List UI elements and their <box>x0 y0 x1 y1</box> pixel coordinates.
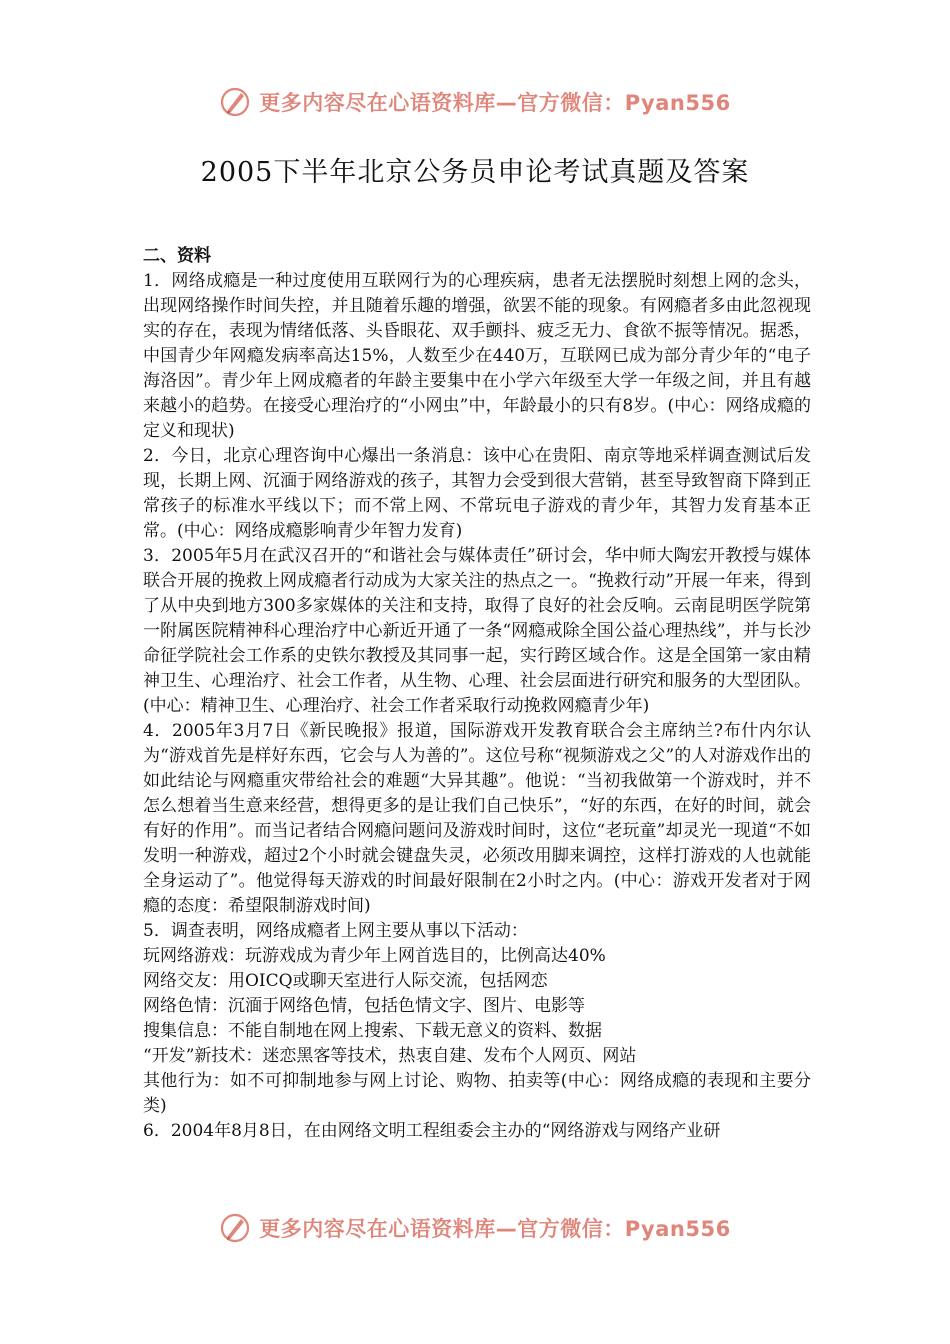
watermark-header <box>0 82 950 122</box>
paragraph-3: 3．2005年5月在武汉召开的“和谐社会与媒体责任”研讨会，华中师大陶宏开教授与媒体联合开展的挽救上网成瘾者行动成为大家关注的热点之一。“挽救行动”开展一年来，得到了从中央到地方300多家媒体的关注和支持，取得了良好的社会反响。云南昆明医学院第一附属医院精神科心理治疗中心新近开通了一条“网瘾戒除全国公益心理热线”，并与长沙命征学院社会工作系的史铁尔教授及其同事一起，实行跨区域合作。这是全国第一家由精神卫生、心理治疗、社会工作者，从生物、心理、社会层面进行研究和服务的大型团队。(中心：精神卫生、心理治疗、社会工作者采取行动挽救网瘾青少年) <box>143 546 811 716</box>
activity-line: 网络交友：用OICQ或聊天室进行人际交流，包括网恋 <box>143 971 548 991</box>
paragraph-1: 1．网络成瘾是一种过度使用互联网行为的心理疾病，患者无法摆脱时刻想上网的念头，出现网络操作时间失控，并且随着乐趣的增强，欲罢不能的现象。有网瘾者多由此忽视现实的存在，表现为情绪低落、头昏眼花、双手颤抖、疲乏无力、食欲不振等情况。据悉，中国青少年网瘾发病率高达15%，人数至少在440万，互联网已成为部分青少年的“电子海洛因”。青少年上网成瘾者的年龄主要集中在小学六年级至大学一年级之间，并且有越来越小的趋势。在接受心理治疗的“小网虫”中，年龄最小的只有8岁。(中心：网络成瘾的定义和现状) <box>143 271 811 441</box>
watermark-text: 更多内容尽在心语资料库—官方微信：Pyan556 <box>259 1217 731 1241</box>
document-body <box>143 244 811 1144</box>
activity-line: 搜集信息：不能自制地在网上搜索、下载无意义的资料、数据 <box>143 1021 602 1041</box>
watermark-footer <box>0 1208 950 1248</box>
pen-logo-icon <box>219 1212 251 1244</box>
paragraph-6-start: 6．2004年8月8日，在由网络文明工程组委会主办的“网络游戏与网络产业研 <box>143 1121 721 1141</box>
paragraph-2: 2．今日，北京心理咨询中心爆出一条消息：该中心在贵阳、南京等地采样调查测试后发现，长期上网、沉湎于网络游戏的孩子，其智力会受到很大营销，甚至导致智商下降到正常孩子的标准水平线以下；而不常上网、不常玩电子游戏的青少年，其智力发育基本正常。(中心：网络成瘾影响青少年智力发育) <box>143 446 811 541</box>
section-heading: 二、资料 <box>143 246 211 266</box>
document-title: 2005下半年北京公务员申论考试真题及答案 <box>200 157 750 188</box>
watermark-text: 更多内容尽在心语资料库—官方微信：Pyan556 <box>259 91 731 115</box>
activity-line: “开发”新技术：迷恋黑客等技术，热衷自建、发布个人网页、网站 <box>143 1046 637 1066</box>
pen-logo-icon <box>219 86 251 118</box>
paragraph-5-intro: 5．调查表明，网络成瘾者上网主要从事以下活动： <box>143 921 528 941</box>
paragraph-4: 4．2005年3月7日《新民晚报》报道，国际游戏开发教育联合会主席纳兰?布什内尔认为“游戏首先是样好东西，它会与人为善的”。这位号称“视频游戏之父”的人对游戏作出的如此结论与网瘾重灾带给社会的难题“大异其趣”。他说：“当初我做第一个游戏时，并不怎么想着当生意来经营，想得更多的是让我们自己快乐”，“好的东西，在好的时间，就会有好的作用”。而当记者结合网瘾问题问及游戏时间时，这位“老玩童”却灵光一现道“不如发明一种游戏，超过2个小时就会键盘失灵，必须改用脚来调控，这样打游戏的人也就能全身运动了”。他觉得每天游戏的时间最好限制在2小时之内。(中心：游戏开发者对于网瘾的态度：希望限制游戏时间) <box>143 721 811 916</box>
activity-line-last: 其他行为：如不可抑制地参与网上讨论、购物、拍卖等(中心：网络成瘾的表现和主要分类) <box>143 1071 811 1116</box>
activity-line: 网络色情：沉湎于网络色情，包括色情文字、图片、电影等 <box>143 996 585 1016</box>
activity-line: 玩网络游戏：玩游戏成为青少年上网首选目的，比例高达40% <box>143 946 606 966</box>
